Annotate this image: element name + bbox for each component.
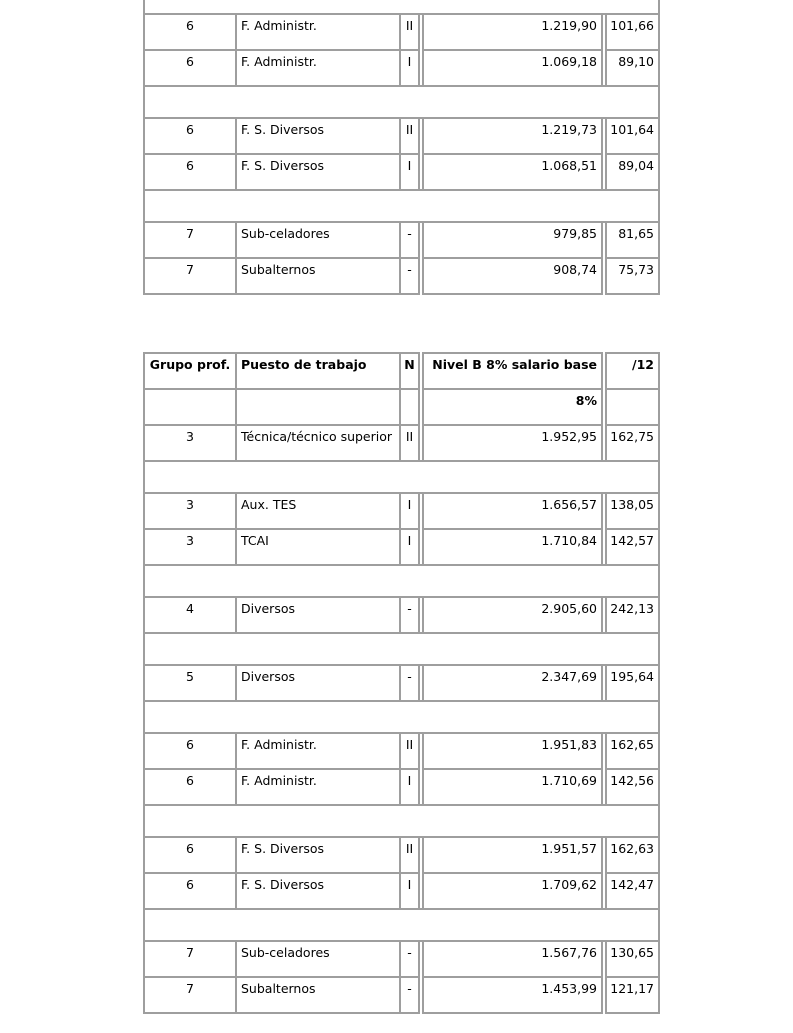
cell-puesto: F. S. Diversos [235, 836, 401, 874]
cell-nivel: I [399, 872, 420, 910]
table-row [143, 259, 664, 295]
separator-cell [143, 804, 660, 838]
cell-grupo: 6 [143, 153, 237, 191]
separator-cell [143, 908, 660, 942]
cell-nivel: II [399, 117, 420, 155]
cell-importe: 2.347,69 [422, 664, 603, 702]
table-row [143, 942, 664, 978]
separator-cell [143, 460, 660, 494]
salary-table-top [143, 0, 664, 295]
separator-row [143, 566, 664, 598]
cell-doceava: 130,65 [605, 940, 660, 978]
cell-nivel: I [399, 153, 420, 191]
cell-grupo: 6 [143, 732, 237, 770]
cell-puesto [235, 388, 401, 426]
cell-puesto: F. Administr. [235, 49, 401, 87]
separator-row [143, 910, 664, 942]
subheader-row [143, 390, 664, 426]
table-row [143, 155, 664, 191]
cell-doceava: 81,65 [605, 221, 660, 259]
table-row [143, 51, 664, 87]
cell-importe: 1.656,57 [422, 492, 603, 530]
cell-importe: 1.219,90 [422, 13, 603, 51]
cell-puesto: Sub-celadores [235, 940, 401, 978]
cell-importe: 2.905,60 [422, 596, 603, 634]
separator-row [143, 191, 664, 223]
cell-doceava: 162,63 [605, 836, 660, 874]
cell-doceava: 142,57 [605, 528, 660, 566]
header-row [143, 352, 664, 390]
cell-importe: 1.453,99 [422, 976, 603, 1014]
cell-puesto: Subalternos [235, 976, 401, 1014]
cell-importe: 1.710,84 [422, 528, 603, 566]
cell-grupo [143, 388, 237, 426]
cell-puesto: F. S. Diversos [235, 872, 401, 910]
cell-grupo: 7 [143, 257, 237, 295]
cell-nivel: I [399, 768, 420, 806]
cell-doceava: 142,47 [605, 872, 660, 910]
cell-doceava: 138,05 [605, 492, 660, 530]
cell-doceava: 162,65 [605, 732, 660, 770]
cell-nivel: II [399, 13, 420, 51]
table-row [143, 15, 664, 51]
cell-importe: 1.951,83 [422, 732, 603, 770]
separator-row [143, 634, 664, 666]
cell-nivel: - [399, 976, 420, 1014]
header-nivel: N [399, 352, 420, 390]
cell-grupo: 3 [143, 528, 237, 566]
header-doceava: /12 [605, 352, 660, 390]
cell-grupo: 6 [143, 49, 237, 87]
cell-doceava: 101,64 [605, 117, 660, 155]
cell-importe: 979,85 [422, 221, 603, 259]
cell-doceava: 121,17 [605, 976, 660, 1014]
header-grupo: Grupo prof. [143, 352, 237, 390]
cell-importe: 908,74 [422, 257, 603, 295]
table-row [143, 119, 664, 155]
cell-doceava: 75,73 [605, 257, 660, 295]
cell-grupo: 6 [143, 872, 237, 910]
cell-grupo: 6 [143, 13, 237, 51]
cell-puesto: Técnica/técnico superior [235, 424, 401, 462]
cell-nivel [399, 388, 420, 426]
cell-importe: 1.069,18 [422, 49, 603, 87]
cell-importe: 1.709,62 [422, 872, 603, 910]
cell-nivel: - [399, 940, 420, 978]
table-row [143, 978, 664, 1014]
table-row [143, 223, 664, 259]
cell-nivel: II [399, 424, 420, 462]
cell-doceava: 89,04 [605, 153, 660, 191]
header-puesto: Puesto de trabajo [235, 352, 401, 390]
cell-puesto: F. Administr. [235, 768, 401, 806]
cell-puesto: Diversos [235, 596, 401, 634]
table-row [143, 874, 664, 910]
header-importe: Nivel B 8% salario base [422, 352, 603, 390]
table-row [143, 598, 664, 634]
cell-doceava: 142,56 [605, 768, 660, 806]
table-row [143, 666, 664, 702]
cell-grupo: 4 [143, 596, 237, 634]
cell-doceava: 101,66 [605, 13, 660, 51]
table-row [143, 770, 664, 806]
cell-importe: 1.567,76 [422, 940, 603, 978]
cell-importe: 1.710,69 [422, 768, 603, 806]
cell-puesto: Diversos [235, 664, 401, 702]
cell-grupo: 6 [143, 768, 237, 806]
cell-grupo: 3 [143, 424, 237, 462]
cell-grupo: 3 [143, 492, 237, 530]
cell-doceava: 195,64 [605, 664, 660, 702]
cell-doceava: 89,10 [605, 49, 660, 87]
separator-cell [143, 85, 660, 119]
cell-importe: 1.068,51 [422, 153, 603, 191]
separator-row [143, 806, 664, 838]
separator-cell [143, 564, 660, 598]
separator-cell [143, 700, 660, 734]
table-row [143, 494, 664, 530]
cell-grupo: 6 [143, 836, 237, 874]
separator-row [143, 462, 664, 494]
cell-importe: 8% [422, 388, 603, 426]
cell-importe: 1.951,57 [422, 836, 603, 874]
cell-grupo: 7 [143, 221, 237, 259]
cell-doceava: 162,75 [605, 424, 660, 462]
cell-nivel: I [399, 492, 420, 530]
cell-importe: 1.219,73 [422, 117, 603, 155]
cell-puesto: F. Administr. [235, 732, 401, 770]
cell-doceava [605, 388, 660, 426]
table-row [143, 426, 664, 462]
table-row [143, 530, 664, 566]
cell-nivel: - [399, 221, 420, 259]
cell-grupo: 5 [143, 664, 237, 702]
cell-grupo: 7 [143, 976, 237, 1014]
salary-table-bottom [143, 352, 664, 1014]
separator-cell [143, 632, 660, 666]
cell-nivel: I [399, 528, 420, 566]
cell-nivel: II [399, 732, 420, 770]
separator-cell [143, 189, 660, 223]
cell-puesto: Subalternos [235, 257, 401, 295]
cell-grupo: 7 [143, 940, 237, 978]
cell-nivel: I [399, 49, 420, 87]
cell-puesto: Sub-celadores [235, 221, 401, 259]
cell-nivel: II [399, 836, 420, 874]
cell-puesto: TCAI [235, 528, 401, 566]
separator-row [143, 87, 664, 119]
cell-puesto: F. Administr. [235, 13, 401, 51]
cell-nivel: - [399, 596, 420, 634]
table-row [143, 838, 664, 874]
cell-puesto: Aux. TES [235, 492, 401, 530]
cell-puesto: F. S. Diversos [235, 153, 401, 191]
cell-importe: 1.952,95 [422, 424, 603, 462]
table-row [143, 734, 664, 770]
cell-puesto: F. S. Diversos [235, 117, 401, 155]
cell-nivel: - [399, 257, 420, 295]
separator-row [143, 702, 664, 734]
cell-nivel: - [399, 664, 420, 702]
cell-doceava: 242,13 [605, 596, 660, 634]
cell-grupo: 6 [143, 117, 237, 155]
